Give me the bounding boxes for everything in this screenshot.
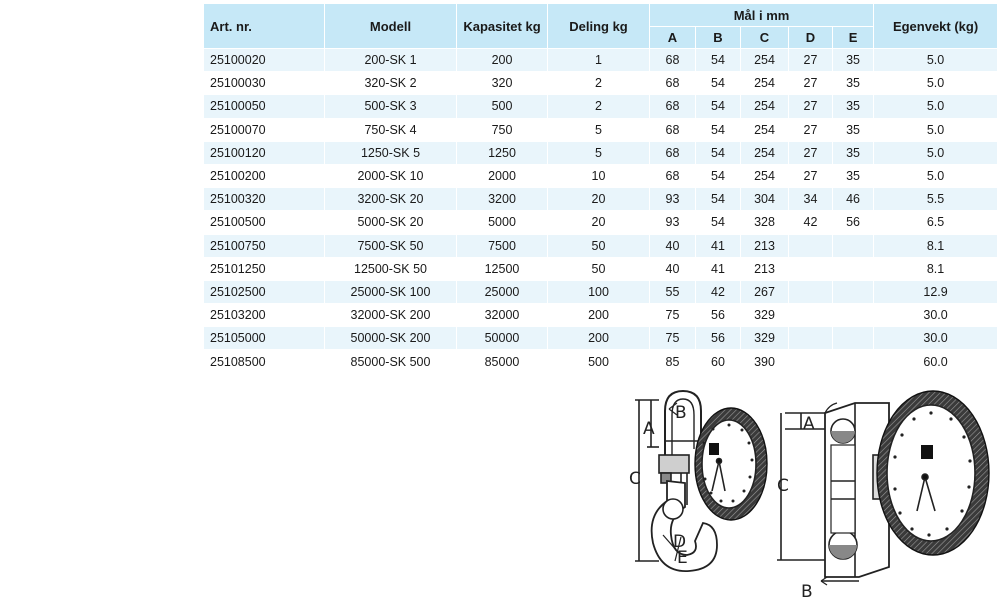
cell-egenvekt: 60.0 <box>874 350 998 373</box>
table-row <box>204 72 998 95</box>
cell-kapasitet: 5000 <box>457 211 548 234</box>
cell-modell: 7500-SK 50 <box>325 235 457 258</box>
cell-mal-d <box>789 281 833 304</box>
table-row <box>204 304 998 327</box>
cell-mal-c: 213 <box>741 258 789 281</box>
cell-mal-a: 75 <box>650 327 696 350</box>
cell-mal-a: 68 <box>650 165 696 188</box>
cell-mal-b: 54 <box>696 72 741 95</box>
cell-mal-b: 54 <box>696 142 741 165</box>
table-row <box>204 165 998 188</box>
cell-mal-b: 54 <box>696 211 741 234</box>
cell-kapasitet: 750 <box>457 119 548 142</box>
cell-egenvekt: 5.5 <box>874 188 998 211</box>
cell-kapasitet: 12500 <box>457 258 548 281</box>
cell-mal-d: 27 <box>789 142 833 165</box>
cell-mal-e: 35 <box>833 72 874 95</box>
table-row <box>204 235 998 258</box>
cell-mal-b: 56 <box>696 327 741 350</box>
cell-deling: 20 <box>548 188 650 211</box>
table-row <box>204 95 998 118</box>
cell-kapasitet: 32000 <box>457 304 548 327</box>
cell-modell: 12500-SK 50 <box>325 258 457 281</box>
cell-mal-e <box>833 327 874 350</box>
cell-deling: 20 <box>548 211 650 234</box>
cell-mal-c: 254 <box>741 142 789 165</box>
cell-egenvekt: 5.0 <box>874 119 998 142</box>
cell-art-nr: 25100500 <box>204 211 325 234</box>
hook-label-a: A <box>643 419 655 439</box>
cell-mal-e: 46 <box>833 188 874 211</box>
cell-modell: 200-SK 1 <box>325 49 457 72</box>
table-row <box>204 142 998 165</box>
cell-mal-d: 42 <box>789 211 833 234</box>
header-b: B <box>696 27 741 49</box>
cell-mal-b: 56 <box>696 304 741 327</box>
cell-art-nr: 25102500 <box>204 281 325 304</box>
cell-mal-d: 27 <box>789 72 833 95</box>
cell-art-nr: 25105000 <box>204 327 325 350</box>
header-a: A <box>650 27 696 49</box>
cell-mal-c: 328 <box>741 211 789 234</box>
cell-mal-c: 304 <box>741 188 789 211</box>
hook-label-d: D <box>673 532 687 552</box>
cell-mal-e: 35 <box>833 142 874 165</box>
cell-egenvekt: 8.1 <box>874 258 998 281</box>
table-row <box>204 281 998 304</box>
header-e: E <box>833 27 874 49</box>
cell-kapasitet: 200 <box>457 49 548 72</box>
shackle-label-a: A <box>803 414 815 434</box>
cell-art-nr: 25100020 <box>204 49 325 72</box>
cell-deling: 10 <box>548 165 650 188</box>
cell-mal-c: 267 <box>741 281 789 304</box>
cell-mal-a: 93 <box>650 211 696 234</box>
cell-art-nr: 25100030 <box>204 72 325 95</box>
cell-modell: 50000-SK 200 <box>325 327 457 350</box>
cell-mal-b: 42 <box>696 281 741 304</box>
cell-kapasitet: 85000 <box>457 350 548 373</box>
cell-mal-c: 254 <box>741 165 789 188</box>
cell-mal-d <box>789 304 833 327</box>
cell-deling: 50 <box>548 258 650 281</box>
cell-art-nr: 25100320 <box>204 188 325 211</box>
table-row <box>204 258 998 281</box>
cell-art-nr: 25101250 <box>204 258 325 281</box>
hook-label-c: C <box>629 469 641 489</box>
cell-egenvekt: 5.0 <box>874 49 998 72</box>
table-row <box>204 49 998 72</box>
cell-mal-c: 254 <box>741 72 789 95</box>
cell-mal-c: 329 <box>741 327 789 350</box>
cell-deling: 1 <box>548 49 650 72</box>
cell-mal-c: 254 <box>741 49 789 72</box>
cell-mal-e: 35 <box>833 49 874 72</box>
table-row <box>204 211 998 234</box>
cell-modell: 5000-SK 20 <box>325 211 457 234</box>
header-modell: Modell <box>325 4 457 49</box>
cell-mal-a: 68 <box>650 119 696 142</box>
shackle-label-b: B <box>801 582 813 602</box>
cell-art-nr: 25100070 <box>204 119 325 142</box>
cell-mal-d <box>789 327 833 350</box>
cell-mal-a: 40 <box>650 258 696 281</box>
cell-mal-c: 390 <box>741 350 789 373</box>
cell-egenvekt: 5.0 <box>874 72 998 95</box>
cell-art-nr: 25100050 <box>204 95 325 118</box>
cell-mal-b: 41 <box>696 235 741 258</box>
cell-art-nr: 25103200 <box>204 304 325 327</box>
cell-kapasitet: 2000 <box>457 165 548 188</box>
spec-table-body <box>204 49 998 374</box>
cell-mal-b: 41 <box>696 258 741 281</box>
cell-modell: 25000-SK 100 <box>325 281 457 304</box>
cell-modell: 1250-SK 5 <box>325 142 457 165</box>
cell-kapasitet: 500 <box>457 95 548 118</box>
table-row <box>204 350 998 373</box>
header-egenvekt: Egenvekt (kg) <box>874 4 998 49</box>
cell-mal-e <box>833 235 874 258</box>
cell-mal-a: 68 <box>650 95 696 118</box>
cell-modell: 3200-SK 20 <box>325 188 457 211</box>
cell-mal-d <box>789 235 833 258</box>
cell-modell: 500-SK 3 <box>325 95 457 118</box>
cell-mal-b: 54 <box>696 165 741 188</box>
cell-mal-b: 54 <box>696 49 741 72</box>
cell-mal-d <box>789 258 833 281</box>
cell-deling: 200 <box>548 304 650 327</box>
cell-mal-b: 54 <box>696 95 741 118</box>
cell-modell: 32000-SK 200 <box>325 304 457 327</box>
cell-mal-c: 254 <box>741 119 789 142</box>
table-row <box>204 327 998 350</box>
header-d: D <box>789 27 833 49</box>
cell-modell: 320-SK 2 <box>325 72 457 95</box>
cell-egenvekt: 6.5 <box>874 211 998 234</box>
table-row <box>204 119 998 142</box>
cell-deling: 2 <box>548 95 650 118</box>
cell-mal-e <box>833 281 874 304</box>
cell-egenvekt: 30.0 <box>874 304 998 327</box>
header-c: C <box>741 27 789 49</box>
cell-art-nr: 25100120 <box>204 142 325 165</box>
cell-mal-a: 68 <box>650 49 696 72</box>
cell-mal-d: 27 <box>789 165 833 188</box>
spec-table <box>204 4 998 374</box>
cell-mal-b: 54 <box>696 188 741 211</box>
hook-label-e: E <box>677 548 688 568</box>
cell-mal-e: 35 <box>833 95 874 118</box>
cell-mal-c: 254 <box>741 95 789 118</box>
cell-egenvekt: 5.0 <box>874 142 998 165</box>
cell-kapasitet: 320 <box>457 72 548 95</box>
cell-modell: 85000-SK 500 <box>325 350 457 373</box>
cell-mal-d <box>789 350 833 373</box>
header-maal: Mål i mm <box>650 4 874 27</box>
shackle-label-c: C <box>777 476 789 496</box>
cell-modell: 750-SK 4 <box>325 119 457 142</box>
cell-mal-a: 68 <box>650 142 696 165</box>
cell-deling: 2 <box>548 72 650 95</box>
table-row <box>204 188 998 211</box>
cell-mal-a: 40 <box>650 235 696 258</box>
cell-mal-d: 27 <box>789 119 833 142</box>
cell-deling: 500 <box>548 350 650 373</box>
cell-mal-e: 35 <box>833 119 874 142</box>
cell-egenvekt: 12.9 <box>874 281 998 304</box>
cell-deling: 5 <box>548 142 650 165</box>
cell-egenvekt: 5.0 <box>874 165 998 188</box>
cell-mal-c: 329 <box>741 304 789 327</box>
cell-egenvekt: 8.1 <box>874 235 998 258</box>
header-art-nr: Art. nr. <box>204 4 325 49</box>
cell-art-nr: 25108500 <box>204 350 325 373</box>
cell-mal-a: 75 <box>650 304 696 327</box>
cell-mal-b: 60 <box>696 350 741 373</box>
header-kapasitet: Kapasitet kg <box>457 4 548 49</box>
cell-mal-a: 55 <box>650 281 696 304</box>
cell-kapasitet: 7500 <box>457 235 548 258</box>
hook-label-b: B <box>675 403 687 423</box>
cell-deling: 50 <box>548 235 650 258</box>
cell-kapasitet: 1250 <box>457 142 548 165</box>
cell-mal-b: 54 <box>696 119 741 142</box>
cell-kapasitet: 3200 <box>457 188 548 211</box>
hook-scale-drawing <box>635 391 767 571</box>
cell-mal-e: 56 <box>833 211 874 234</box>
cell-kapasitet: 50000 <box>457 327 548 350</box>
cell-deling: 5 <box>548 119 650 142</box>
cell-mal-c: 213 <box>741 235 789 258</box>
cell-mal-e <box>833 350 874 373</box>
cell-egenvekt: 30.0 <box>874 327 998 350</box>
cell-modell: 2000-SK 10 <box>325 165 457 188</box>
cell-egenvekt: 5.0 <box>874 95 998 118</box>
cell-mal-e <box>833 258 874 281</box>
cell-deling: 100 <box>548 281 650 304</box>
header-deling: Deling kg <box>548 4 650 49</box>
cell-kapasitet: 25000 <box>457 281 548 304</box>
cell-mal-e: 35 <box>833 165 874 188</box>
cell-mal-a: 85 <box>650 350 696 373</box>
cell-art-nr: 25100750 <box>204 235 325 258</box>
cell-mal-e <box>833 304 874 327</box>
cell-deling: 200 <box>548 327 650 350</box>
product-drawings <box>625 385 1000 611</box>
cell-art-nr: 25100200 <box>204 165 325 188</box>
cell-mal-a: 68 <box>650 72 696 95</box>
cell-mal-d: 34 <box>789 188 833 211</box>
cell-mal-a: 93 <box>650 188 696 211</box>
cell-mal-d: 27 <box>789 49 833 72</box>
cell-mal-d: 27 <box>789 95 833 118</box>
